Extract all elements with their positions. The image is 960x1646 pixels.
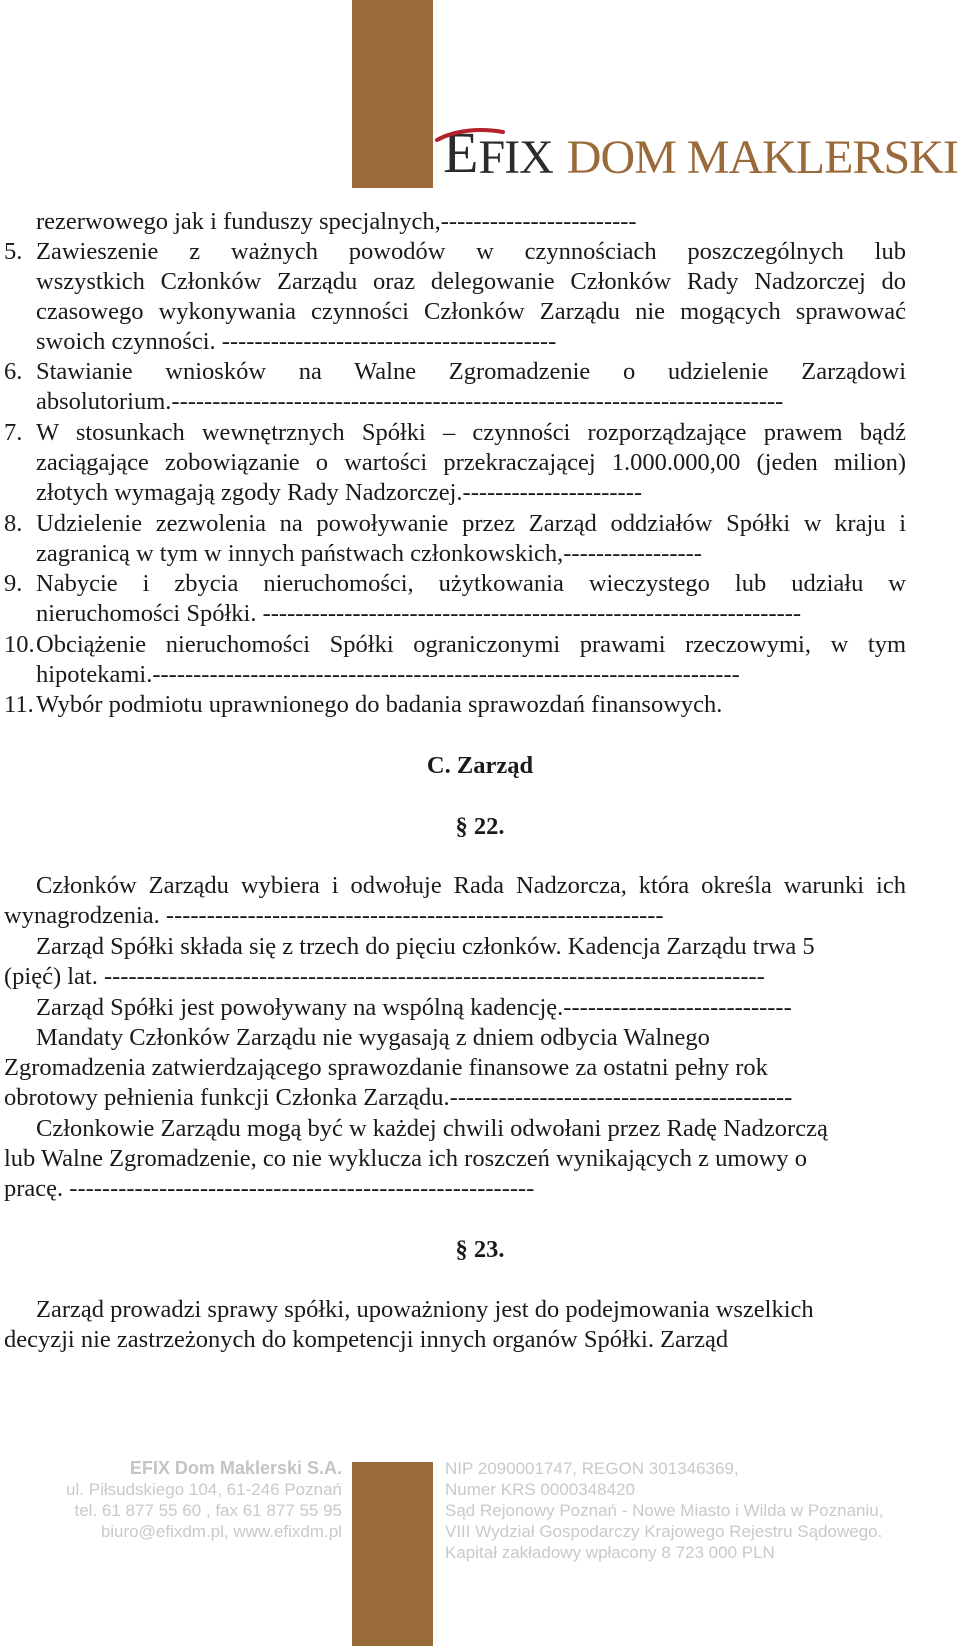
logo-e-mark — [443, 120, 479, 185]
footer-company-name: EFIX Dom Maklerski S.A. — [129, 1458, 342, 1478]
item-number: 7. — [4, 419, 23, 446]
paragraph-22-title: § 22. — [455, 813, 505, 840]
item-11-line: Wybór podmiotu uprawnionego do badania sprawozdań finansowych. — [36, 691, 723, 718]
efix-logo — [443, 112, 958, 185]
item-10-line: Obciążenie nieruchomości Spółki ograniczonymi prawami rzeczowymi, w tym — [36, 631, 906, 658]
item-number: 9. — [4, 570, 23, 597]
section-heading: C. Zarząd — [426, 752, 534, 779]
item-number: 10. — [4, 631, 35, 658]
item-8-line: Udzielenie zezwolenia na powoływanie przez Zarząd oddziałów Spółki w kraju i — [36, 510, 906, 537]
item-5-line: swoich czynności. ----------------------------------------- — [36, 328, 557, 355]
para-22-line: Mandaty Członków Zarządu nie wygasają z dniem odbycia Walnego — [36, 1024, 710, 1051]
item-6-line: absolutorium.--------------------------------------------------------------------------- — [36, 388, 784, 415]
item-9-line: nieruchomości Spółki. ------------------------------------------------------------------ — [36, 600, 802, 627]
item-5-line: Zawieszenie z ważnych powodów w czynnościach poszczególnych lub — [36, 238, 906, 265]
footer-registration-info — [445, 1458, 883, 1563]
para-22-line: Członkowie Zarządu mogą być w każdej chwili odwołani przez Radę Nadzorczą — [36, 1115, 828, 1142]
para-23-line: Zarząd prowadzi sprawy spółki, upoważniony jest do podejmowania wszelkich — [36, 1296, 814, 1323]
item-5-line: wszystkich Członków Zarządu oraz delegowanie Członków Rady Nadzorczej do — [36, 268, 906, 295]
top-accent-bar — [352, 0, 433, 188]
logo-letter: E — [443, 120, 479, 185]
footer-capital: Kapitał zakładowy wpłacony 8 723 000 PLN — [445, 1543, 775, 1562]
para-22-line: Członków Zarządu wybiera i odwołuje Rada Nadzorcza, która określa warunki ich — [36, 872, 906, 899]
item-7-line: złotych wymagają zgody Rady Nadzorczej.---------------------- — [36, 479, 643, 506]
footer-address: ul. Piłsudskiego 104, 61-246 Poznań — [66, 1480, 342, 1499]
continuation-line: rezerwowego jak i funduszy specjalnych,------------------------ — [36, 208, 637, 235]
footer-contact: biuro@efixdm.pl, www.efixdm.pl — [100, 1522, 342, 1541]
item-number: 5. — [4, 238, 23, 265]
item-10-line: hipotekami.------------------------------------------------------------------------ — [36, 661, 740, 688]
item-5-line: czasowego wykonywania czynności Członków Zarządu nie mogących sprawować — [36, 298, 906, 325]
footer-phone: tel. 61 877 55 60 , fax 61 877 55 95 — [74, 1501, 342, 1520]
footer-court: Sąd Rejonowy Poznań - Nowe Miasto i Wilda w Poznaniu, — [445, 1501, 884, 1520]
item-6-line: Stawianie wniosków na Walne Zgromadzenie o udzielenie Zarządowi — [36, 358, 906, 385]
para-22-line: lub Walne Zgromadzenie, co nie wyklucza ich roszczeń wynikających z umowy o — [4, 1145, 808, 1172]
para-22-line: wynagrodzenia. ------------------------------------------------------------- — [4, 902, 664, 929]
paragraph-23-title: § 23. — [455, 1236, 505, 1263]
footer-company-info — [0, 1458, 342, 1542]
footer-krs: Numer KRS 0000348420 — [445, 1480, 635, 1499]
footer-department: VIII Wydział Gospodarczy Krajowego Rejestru Sądowego. — [445, 1522, 883, 1541]
para-23-line: decyzji nie zastrzeżonych do kompetencji innych organów Spółki. Zarząd — [4, 1326, 729, 1353]
para-22-line: Zarząd Spółki składa się z trzech do pięciu członków. Kadencja Zarządu trwa 5 — [36, 933, 815, 960]
para-22-line: obrotowy pełnienia funkcji Członka Zarządu.------------------------------------------ — [4, 1084, 793, 1111]
para-22-line: pracę. --------------------------------------------------------- — [4, 1175, 535, 1202]
logo-fix: FIX — [478, 131, 553, 184]
para-22-line: (pięć) lat. --------------------------------------------------------------------------------- — [4, 963, 765, 990]
item-8-line: zagranicą w tym w innych państwach członkowskich,----------------- — [36, 540, 702, 567]
item-9-line: Nabycie i zbycia nieruchomości, użytkowania wieczystego lub udziału w — [36, 570, 906, 597]
item-number: 8. — [4, 510, 23, 537]
bottom-accent-bar — [352, 1462, 433, 1646]
logo-brand: DOM MAKLERSKI — [566, 131, 958, 184]
item-7-line: zaciągające zobowiązanie o wartości przekraczającej 1.000.000,00 (jeden milion) — [36, 449, 906, 476]
item-7-line: W stosunkach wewnętrznych Spółki – czynności rozporządzające prawem bądź — [36, 419, 906, 446]
item-number: 11. — [4, 691, 34, 718]
footer-nip: NIP 2090001747, REGON 301346369, — [445, 1459, 739, 1478]
item-number: 6. — [4, 358, 23, 385]
para-22-line: Zgromadzenia zatwierdzającego sprawozdanie finansowe za ostatni pełny rok — [4, 1054, 768, 1081]
para-22-line: Zarząd Spółki jest powoływany na wspólną kadencję.---------------------------- — [36, 994, 792, 1021]
logo-swoosh-icon — [435, 128, 505, 142]
